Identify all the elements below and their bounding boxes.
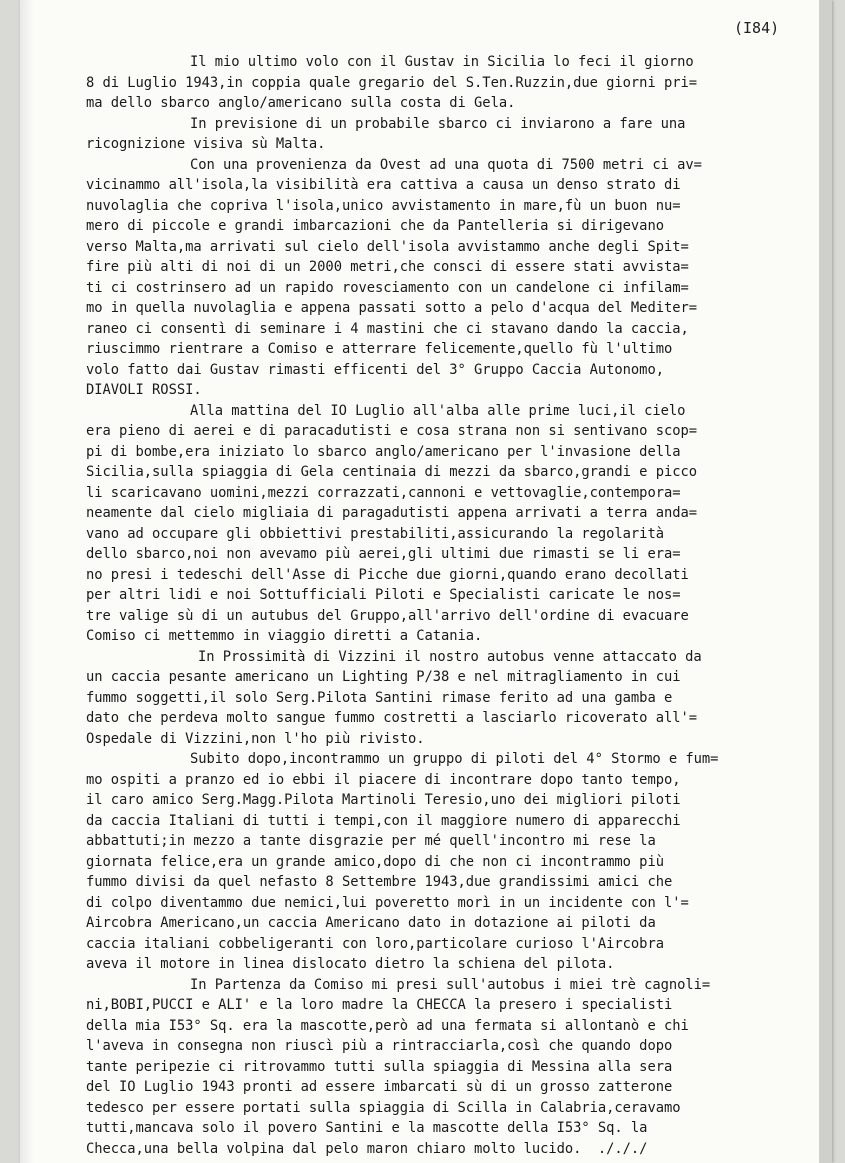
text-line: tre valige sù di un autubus del Gruppo,all'arrivo dell'ordine di evacuare [86, 607, 689, 624]
text-line: Il mio ultimo volo con il Gustav in Sicilia lo feci il giorno [190, 54, 694, 70]
text-line: mo in quella nuvolaglia e appena passati sotto a pelo d'acqua del Mediter= [86, 300, 697, 316]
text-line: tante peripezie ci ritrovammo tutti sulla spiaggia di Messina alla sera [86, 1058, 673, 1075]
text-line: del IO Luglio 1943 pronti ad essere imbarcati sù di un grosso zatterone [86, 1079, 673, 1095]
text-line: In Partenza da Comiso mi presi sull'autobus i miei trè cagnoli= [190, 976, 711, 993]
text-line: volo fatto dai Gustav rimasti efficenti del 3° Gruppo Caccia Autonomo, [86, 361, 664, 378]
text-line: l'aveva in consegna non riuscì più a rintracciarla,così che quando dopo [86, 1038, 673, 1054]
text-line: il caro amico Serg.Magg.Pilota Martinoli Teresio,uno dei migliori piloti [86, 792, 681, 808]
text-line: Con una provenienza da Ovest ad una quota di 7500 metri ci av= [190, 156, 702, 173]
typewritten-page [20, 0, 832, 1163]
text-line: tedesco per essere portati sulla spiaggia di Scilla in Calabria,ceravamo [86, 1099, 681, 1116]
text-line: Checca,una bella volpina dal pelo maron chiaro molto lucido. ./././ [86, 1140, 648, 1157]
text-line: In Prossimità di Vizzini il nostro autobus venne attaccato da [198, 648, 702, 665]
text-line: 8 di Luglio 1943,in coppia quale gregario del S.Ten.Ruzzin,due giorni pri= [86, 74, 697, 91]
text-line: li scaricavano uomini,mezzi corrazzati,cannoni e vettovaglie,contempora= [86, 484, 681, 501]
text-line: verso Malta,ma arrivati sul cielo dell'isola avvistammo anche degli Spit= [86, 238, 689, 255]
text-line: Alla mattina del IO Luglio all'alba alle prime luci,il cielo [190, 402, 686, 419]
text-line: Aircobra Americano,un caccia Americano dato in dotazione ai piloti da [86, 915, 656, 931]
text-line: Subito dopo,incontrammo un gruppo di piloti del 4° Stormo e fum= [190, 751, 719, 767]
paper-edge-shadow [20, 0, 34, 1163]
text-line: vano ad occupare gli obbiettivi prestabiliti,assicurando la regolarità [86, 525, 664, 542]
text-line: mo ospiti a pranzo ed io ebbi il piacere di incontrare dopo tanto tempo, [86, 771, 681, 788]
text-line: tutti,mancava solo il povero Santini e la mascotte della I53° Sq. la [86, 1120, 648, 1136]
text-line: ricognizione visiva sù Malta. [86, 136, 326, 152]
text-line: caccia italiani cobbeligeranti con loro,particolare curioso l'Aircobra [86, 935, 664, 952]
text-line: un caccia pesante americano un Lighting P/38 e nel mitragliamento in cui [86, 669, 681, 685]
text-line: Comiso ci mettemmo in viaggio diretti a Catania. [86, 628, 483, 644]
text-line: fummo soggetti,il solo Serg.Pilota Santini rimase ferito ad una gamba e [86, 689, 673, 706]
text-line: no presi i tedeschi dell'Asse di Picche due giorni,quando erano decollati [86, 566, 689, 583]
text-line: fummo divisi da quel nefasto 8 Settembre 1943,due grandissimi amici che [86, 874, 673, 890]
text-line: era pieno di aerei e di paracadutisti e cosa strana non si sentivano scop= [86, 423, 697, 439]
text-line: mero di piccole e grandi imbarcazioni che da Pantelleria si dirigevano [86, 218, 664, 234]
text-line: In previsione di un probabile sbarco ci inviarono a fare una [190, 115, 686, 132]
text-line: di colpo diventammo due nemici,lui poveretto morì in un incidente con l'= [86, 894, 689, 911]
text-line: dato che perdeva molto sangue fummo costretti a lasciarlo ricoverato all'= [86, 710, 697, 726]
text-line: riuscimmo rientrare a Comiso e atterrare felicemente,quello fù l'ultimo [86, 341, 673, 357]
page-number: (I84) [734, 19, 780, 37]
text-line: fire più alti di noi di un 2000 metri,che consci di essere stati avvista= [86, 259, 689, 275]
text-line: raneo ci consentì di seminare i 4 mastini che ci stavano dando la caccia, [86, 320, 689, 337]
text-line: nuvolaglia che copriva l'isola,unico avvistamento in mare,fù un buon nu= [86, 197, 681, 214]
text-line: vicinammo all'isola,la visibilità era cattiva a causa un denso strato di [86, 177, 681, 193]
text-line: abbattuti;in mezzo a tante disgrazie per mé quell'incontro mi rese la [86, 833, 656, 849]
typewritten-text-body [86, 52, 832, 1159]
text-line: pi di bombe,era iniziato lo sbarco anglo/americano per l'invasione della [86, 443, 681, 460]
text-line: giornata felice,era un grande amico,dopo di che non ci incontrammo più [86, 853, 664, 870]
text-line: ma dello sbarco anglo/americano sulla costa di Gela. [86, 95, 516, 111]
text-line: Sicilia,sulla spiaggia di Gela centinaia di mezzi da sbarco,grandi e picco [86, 464, 697, 480]
text-line: DIAVOLI ROSSI. [86, 382, 202, 398]
text-line: aveva il motore in linea dislocato dietro la schiena del pilota. [86, 956, 615, 972]
text-line: neamente dal cielo migliaia di paragadutisti appena arrivati a terra anda= [86, 505, 697, 521]
text-line: per altri lidi e noi Sottufficiali Piloti e Specialisti caricate le nos= [86, 587, 681, 603]
text-line: Ospedale di Vizzini,non l'ho più rivisto. [86, 730, 425, 747]
text-line: ni,BOBI,PUCCI e ALI' e la loro madre la CHECCA la presero i specialisti [86, 997, 673, 1013]
text-line: della mia I53° Sq. era la mascotte,però ad una fermata si allontanò e chi [86, 1017, 689, 1034]
text-line: dello sbarco,noi non avevamo più aerei,gli ultimi due rimasti se li era= [86, 546, 681, 562]
text-line: da caccia Italiani di tutti i tempi,con il maggiore numero di apparecchi [86, 812, 681, 829]
text-line: ti ci costrinsero ad un rapido rovesciamento con un candelone ci infilam= [86, 279, 689, 296]
